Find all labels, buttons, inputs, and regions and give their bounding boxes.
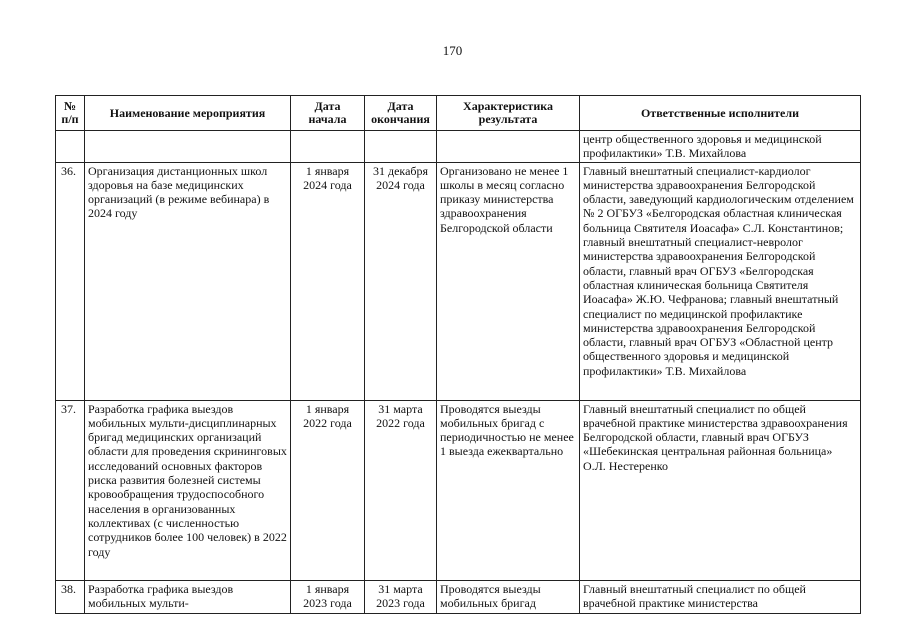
cell-end-date: 31 марта 2023 года: [365, 580, 437, 613]
events-table: [55, 95, 861, 614]
cell-num: [56, 131, 85, 163]
cell-responsible: Главный внештатный специалист по общей врачебной практике министерства здравоохранения Белгородской области, главный врач ОГБУЗ «Шебекинская центральная районная больница» О.Л. Нестеренко: [580, 400, 861, 580]
header-responsible: Ответственные исполнители: [580, 96, 861, 131]
cell-result: Проводятся выезды мобильных бригад: [437, 580, 580, 613]
table-row: [56, 400, 861, 580]
cell-start-date: [291, 131, 365, 163]
header-name: Наименование мероприятия: [85, 96, 291, 131]
cell-name: Организация дистанционных школ здоровья на базе медицинских организаций (в режиме вебинара) в 2024 году: [85, 162, 291, 400]
cell-name: [85, 131, 291, 163]
cell-result: [437, 131, 580, 163]
cell-name: Разработка графика выездов мобильных мульти-дисциплинарных бригад медицинских организаций области для проведения скрининговых исследований основных факторов риска развития болезней системы кровообращения трудоспособного населения в организованных коллективах (с численностью сотрудников более 100 человек) в 2022 году: [85, 400, 291, 580]
cell-end-date: 31 марта 2022 года: [365, 400, 437, 580]
cell-num: 37.: [56, 400, 85, 580]
cell-num: 38.: [56, 580, 85, 613]
cell-num: 36.: [56, 162, 85, 400]
cell-end-date: [365, 131, 437, 163]
cell-start-date: 1 января 2024 года: [291, 162, 365, 400]
cell-responsible: центр общественного здоровья и медицинской профилактики» Т.В. Михайлова: [580, 131, 861, 163]
page-number: 170: [442, 43, 463, 58]
table-row: [56, 580, 861, 613]
cell-name: Разработка графика выездов мобильных мульти-: [85, 580, 291, 613]
header-num: № п/п: [56, 96, 85, 131]
table-row: [56, 131, 861, 163]
cell-start-date: 1 января 2022 года: [291, 400, 365, 580]
header-start-date: Дата начала: [291, 96, 365, 131]
header-result: Характеристика результата: [437, 96, 580, 131]
cell-start-date: 1 января 2023 года: [291, 580, 365, 613]
cell-responsible: Главный внештатный специалист-кардиолог министерства здравоохранения Белгородской области, заведующий кардиологическим отделением № 2 ОГБУЗ «Белгородская областная клиническая больница Святителя Иоасафа» С.Л. Константинов; главный внештатный специалист-невролог министерства здравоохранения Белгородской области, главный врач ОГБУЗ «Белгородская областная клиническая больница Святителя Иоасафа» Ж.Ю. Чефранова; главный внештатный специалист по медицинской профилактике министерства здравоохранения Белгородской области, главный врач ОГБУЗ «Областной центр общественного здоровья и медицинской профилактики» Т.В. Михайлова: [580, 162, 861, 400]
table-row: [56, 162, 861, 400]
cell-result: Организовано не менее 1 школы в месяц согласно приказу министерства здравоохранения Белгородской области: [437, 162, 580, 400]
cell-end-date: 31 декабря 2024 года: [365, 162, 437, 400]
header-end-date: Дата окончания: [365, 96, 437, 131]
table-header-row: [56, 96, 861, 131]
cell-responsible: Главный внештатный специалист по общей врачебной практике министерства: [580, 580, 861, 613]
cell-result: Проводятся выезды мобильных бригад с периодичностью не менее 1 выезда ежеквартально: [437, 400, 580, 580]
